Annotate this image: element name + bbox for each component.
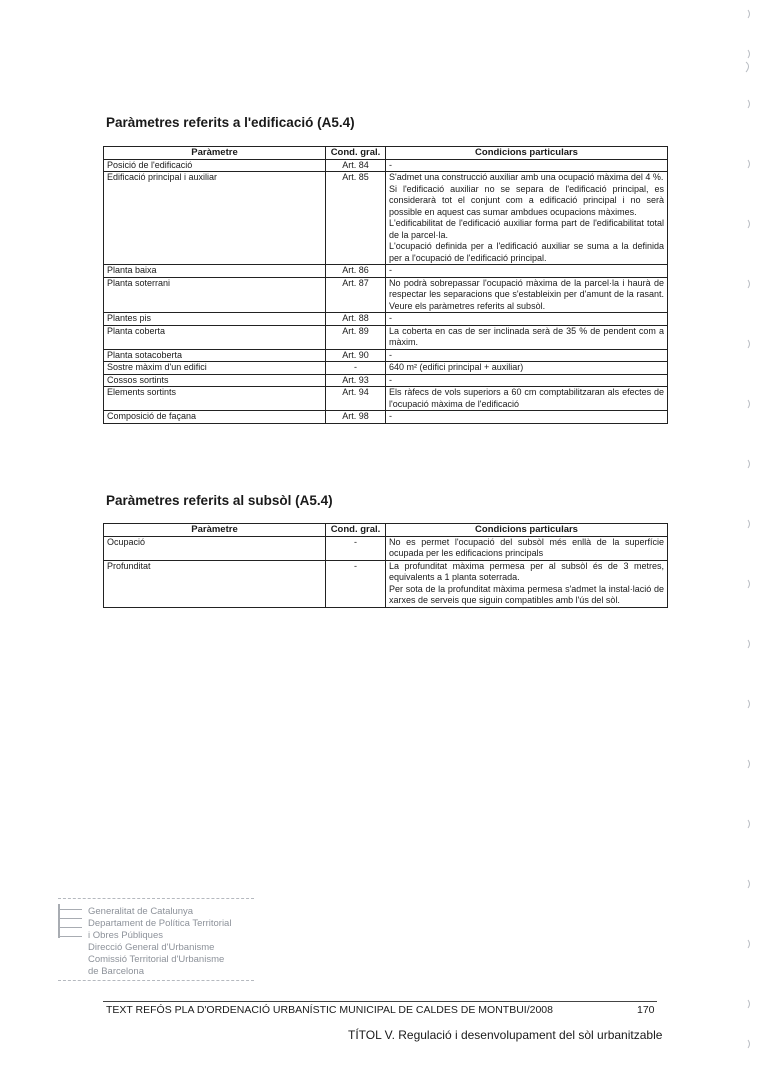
footer-chapter-title: TÍTOL V. Regulació i desenvolupament del sòl urbanitzable: [348, 1028, 663, 1042]
cond-gral-cell: Art. 87: [326, 277, 386, 313]
cond-gral-cell: Art. 93: [326, 374, 386, 387]
condicions-cell: No es permet l'ocupació del subsòl més enllà de la superfície ocupada per les edificacions principals: [386, 536, 668, 560]
cond-gral-cell: Art. 98: [326, 411, 386, 424]
cond-gral-cell: -: [326, 560, 386, 607]
param-cell: Composició de façana: [104, 411, 326, 424]
stamp-rule-top: [58, 898, 254, 899]
table-header-row: [104, 524, 668, 537]
cond-gral-cell: -: [326, 362, 386, 375]
cond-gral-cell: Art. 90: [326, 349, 386, 362]
param-cell: Planta soterrani: [104, 277, 326, 313]
generalitat-logo-icon: [58, 904, 84, 938]
table-row: [104, 560, 668, 607]
footer-document-title: TEXT REFÓS PLA D'ORDENACIÓ URBANÍSTIC MUNICIPAL DE CALDES DE MONTBUI/2008: [106, 1004, 553, 1016]
column-header-condicions: Condicions particulars: [386, 147, 668, 160]
cond-gral-cell: Art. 94: [326, 387, 386, 411]
generalitat-stamp: [58, 898, 254, 982]
cond-gral-cell: Art. 85: [326, 172, 386, 265]
param-cell: Planta sotacoberta: [104, 349, 326, 362]
condicions-cell: Els ràfecs de vols superiors a 60 cm comptabilitzaran als efectes de l'ocupació màxima de l'edificació: [386, 387, 668, 411]
param-cell: Profunditat: [104, 560, 326, 607]
subsol-parameters-table: [103, 523, 668, 608]
condicions-cell: -: [386, 411, 668, 424]
table-row: [104, 172, 668, 265]
stamp-rule-bottom: [58, 980, 254, 981]
condicions-cell: No podrà sobrepassar l'ocupació màxima de la parcel·la i haurà de respectar les separacions que s'estableixin per d'amunt de la rasant. Veure els paràmetres referits al subsòl.: [386, 277, 668, 313]
table-row: [104, 387, 668, 411]
table-row: [104, 362, 668, 375]
table-header-row: [104, 147, 668, 160]
section-heading-subsol: Paràmetres referits al subsòl (A5.4): [106, 493, 333, 508]
column-header-cond-gral: Cond. gral.: [326, 147, 386, 160]
cond-gral-cell: Art. 88: [326, 313, 386, 326]
condicions-cell: -: [386, 159, 668, 172]
param-cell: Ocupació: [104, 536, 326, 560]
param-cell: Plantes pis: [104, 313, 326, 326]
table-row: [104, 313, 668, 326]
column-header-parametre: Paràmetre: [104, 147, 326, 160]
table-row: [104, 277, 668, 313]
stamp-line: Departament de Política Territorial: [88, 918, 232, 929]
param-cell: Edificació principal i auxiliar: [104, 172, 326, 265]
table-row: [104, 325, 668, 349]
table-row: [104, 374, 668, 387]
condicions-cell: -: [386, 349, 668, 362]
param-cell: Posició de l'edificació: [104, 159, 326, 172]
table-row: [104, 411, 668, 424]
stamp-line: Generalitat de Catalunya: [88, 906, 194, 917]
stamp-line: de Barcelona: [88, 966, 144, 977]
page-number: 170: [637, 1004, 655, 1016]
condicions-cell: -: [386, 265, 668, 278]
param-cell: Elements sortints: [104, 387, 326, 411]
condicions-cell: -: [386, 374, 668, 387]
footer-rule: [103, 1001, 657, 1002]
scan-binding-marks: [742, 0, 758, 1080]
column-header-condicions: Condicions particulars: [386, 524, 668, 537]
table-row: [104, 265, 668, 278]
table-row: [104, 349, 668, 362]
cond-gral-cell: Art. 86: [326, 265, 386, 278]
param-cell: Planta baixa: [104, 265, 326, 278]
table-row: [104, 536, 668, 560]
condicions-cell: -: [386, 313, 668, 326]
param-cell: Sostre màxim d'un edifici: [104, 362, 326, 375]
stamp-line: Direcció General d'Urbanisme: [88, 942, 215, 953]
stamp-line: Comissió Territorial d'Urbanisme: [88, 954, 225, 965]
param-cell: Cossos sortints: [104, 374, 326, 387]
cond-gral-cell: -: [326, 536, 386, 560]
condicions-cell: La profunditat màxima permesa per al subsòl és de 3 metres, equivalents a 1 planta soterrada. Per sota de la profunditat màxima permesa s'admet la instal·lació de xarxes de serveis que siguin compatibles amb l'ús del sòl.: [386, 560, 668, 607]
param-cell: Planta coberta: [104, 325, 326, 349]
column-header-cond-gral: Cond. gral.: [326, 524, 386, 537]
cond-gral-cell: Art. 84: [326, 159, 386, 172]
section-heading-edificacio: Paràmetres referits a l'edificació (A5.4): [106, 115, 355, 130]
cond-gral-cell: Art. 89: [326, 325, 386, 349]
condicions-cell: La coberta en cas de ser inclinada serà de 35 % de pendent com a màxim.: [386, 325, 668, 349]
stamp-line: i Obres Públiques: [88, 930, 163, 941]
condicions-cell: S'admet una construcció auxiliar amb una ocupació màxima del 4 %. Si l'edificació auxiliar no se separa de l'edificació principal, es considerarà tot el conjunt com a edificació principal i no serà possible en aquest cas sumar ambdues ocupacions màximes. L'edificabilitat de l'edificació auxiliar forma part de l'edificabilitat total de la parcel·la. L'ocupació definida per a l'edificació auxiliar se suma a la definida per a l'ocupació de l'edificació principal.: [386, 172, 668, 265]
edificacio-parameters-table: [103, 146, 668, 424]
column-header-parametre: Paràmetre: [104, 524, 326, 537]
table-row: [104, 159, 668, 172]
condicions-cell: 640 m² (edifici principal + auxiliar): [386, 362, 668, 375]
